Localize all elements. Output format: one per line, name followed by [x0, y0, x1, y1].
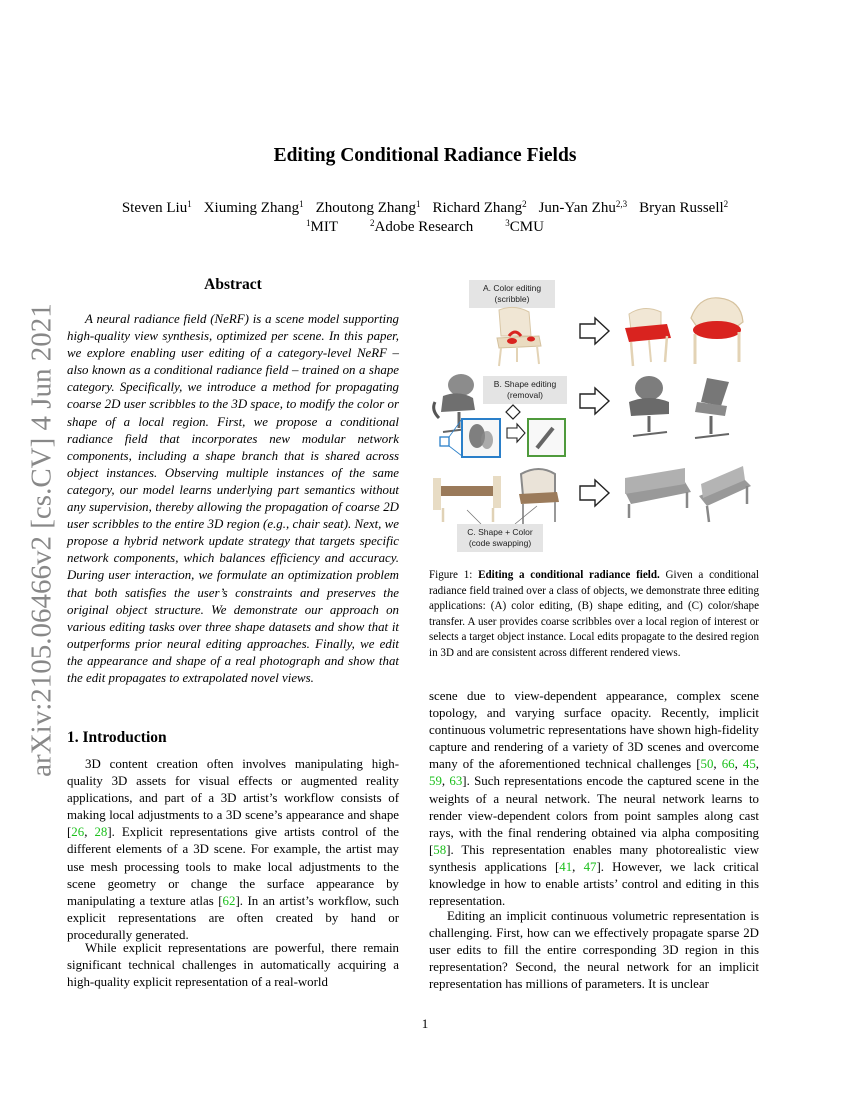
affiliation — [370, 219, 473, 235]
caption-bold: Editing a conditional radiance field. — [478, 569, 660, 581]
text-run: , — [441, 774, 450, 789]
text-run: ]. Explicit representations give artists control of the different elements of a 3D scene. For example, the artist may use mesh processing tools to make local adjustments to the scene geometry or change the surface appearance by manipulating a texture atlas [ — [67, 825, 399, 908]
label-b-box — [483, 376, 567, 404]
author — [122, 200, 192, 216]
citation-link[interactable]: 66 — [721, 757, 735, 772]
author-affiliation-mark: 2 — [522, 199, 527, 209]
author-name: Jun-Yan Zhu — [538, 200, 616, 216]
author-name: Steven Liu — [121, 200, 188, 216]
text-run: , — [572, 859, 584, 874]
affiliation-name: Adobe Research — [374, 219, 474, 235]
citation-link[interactable]: 58 — [433, 842, 447, 857]
caption-label: Figure 1: — [429, 569, 473, 581]
label-c-box — [457, 524, 543, 552]
section-heading-introduction: 1. Introduction — [67, 729, 167, 746]
author-name: Xiuming Zhang — [203, 200, 300, 216]
text-run: 3D content creation often involves manipulating high-quality 3D assets for visual effects or augmented reality applications, and part of a 3D artist’s workflow consists of making local adjustments to a 3D scene’s appearance and shape [ — [67, 757, 399, 840]
affiliation — [306, 219, 338, 235]
citation-link[interactable]: 59 — [429, 774, 442, 789]
author-affiliation-mark: 2,3 — [615, 199, 628, 209]
label-c-line1: C. Shape + Color — [467, 527, 533, 537]
text-run: scene due to view-dependent appearance, complex scene topology, and varying surface opacity. Recently, implicit continuous volumetric representations have shown high-fidelity capture and rendering of a variety of 3D scenes and overcome many of the aforementioned technical challenges [ — [429, 689, 759, 772]
text-run: ]. Such representations encode the captured scene in the weights of a neural network. The neural network learns to render view-dependent colors from point samples along cast rays, with the final rendering obtained via alpha compositing [ — [429, 774, 759, 857]
author-affiliation-mark: 1 — [187, 199, 192, 209]
abstract-heading: Abstract — [204, 276, 262, 293]
label-b-line1: B. Shape editing — [493, 379, 557, 389]
right-paragraph-1 — [429, 688, 759, 910]
text-run: , — [84, 825, 95, 840]
affiliation-list — [0, 219, 850, 236]
text-run: , — [713, 757, 722, 772]
affiliation-mark: 1 — [306, 218, 311, 228]
citation-link[interactable]: 45 — [742, 757, 756, 772]
citation-link[interactable]: 41 — [559, 859, 573, 874]
citation-link[interactable]: 47 — [583, 859, 597, 874]
page-number: 1 — [421, 1016, 429, 1031]
text-run: ]. This representation enables many photorealistic view synthesis applications [ — [429, 842, 759, 874]
author-name: Richard Zhang — [432, 200, 523, 216]
author-list — [0, 200, 850, 217]
author-affiliation-mark: 1 — [299, 199, 304, 209]
text-run: ]. In an artist’s workflow, such explicit representations are often created by hand or procedurally generated. — [67, 893, 399, 942]
text-run: ]. However, we lack critical knowledge in how to enable artists’ control and editing in this representation. — [429, 859, 759, 909]
author — [204, 200, 304, 216]
label-a-line2: (scribble) — [494, 294, 530, 304]
citation-link[interactable]: 28 — [94, 825, 108, 840]
author-name: Bryan Russell — [639, 200, 724, 216]
label-a-line1: A. Color editing — [482, 283, 542, 293]
author-affiliation-mark: 1 — [416, 199, 421, 209]
label-b-line2: (removal) — [507, 390, 543, 400]
author — [316, 200, 421, 216]
affiliation-mark: 3 — [505, 218, 510, 228]
citation-link[interactable]: 62 — [222, 893, 236, 908]
citation-link[interactable]: 50 — [700, 757, 714, 772]
author — [539, 200, 627, 216]
figure-1-caption — [429, 568, 759, 662]
author — [433, 200, 527, 216]
right-paragraph-2: Editing an implicit continuous volumetric representation is challenging. First, how can we effectively propagate sparse 2D user edits to fill the entire corresponding 3D region in this representation? Second, the neural network for an implicit representation has millions of parameters. It is unclear — [429, 909, 759, 992]
affiliation-name: CMU — [509, 219, 544, 235]
author-name: Zhoutong Zhang — [315, 200, 417, 216]
abstract-text: A neural radiance field (NeRF) is a scene model supporting high-quality view synthesis, optimized per scene. In this paper, we explore enabling user editing of a category-level NeRF – also known as a conditional radiance field – trained on a shape category. Specifically, we introduce a method for propagating coarse 2D user scribbles to the 3D space, to modify the color or shape of a local region. First, we propose a conditional radiance field that incorporates new modular network components, including a shape branch that is shared across object instances. Observing multiple instances of the same category, our model learns underlying part semantics without any supervision, thereby allowing the propagation of coarse 2D user scribbles to the entire 3D region (e.g., chair seat). Next, we propose a hybrid network update strategy that targets specific network components, which balances efficiency and accuracy. During user interaction, we formulate an optimization problem that both satisfies the user’s constraints and preserves the original object structure. We demonstrate our approach on various editing tasks over three shape datasets and show that it outperforms prior neural editing approaches. Finally, we edit the appearance and shape of a real photograph and show that the edit propagates to extrapolated novel views. — [67, 312, 399, 685]
affiliation — [505, 219, 544, 235]
intro-paragraph-1 — [67, 756, 399, 944]
paper-title: Editing Conditional Radiance Fields — [273, 145, 577, 166]
arxiv-identifier: arXiv:2105.06466v2 [cs.CV] 4 Jun 2021 — [25, 303, 58, 777]
label-a-box — [469, 280, 555, 308]
arxiv-sidebar — [22, 300, 62, 780]
figure-1 — [429, 278, 759, 560]
citation-link[interactable]: 26 — [71, 825, 85, 840]
affiliation-mark: 2 — [370, 218, 375, 228]
text-run: , — [755, 757, 759, 772]
affiliation-name: MIT — [310, 219, 339, 235]
author-affiliation-mark: 2 — [723, 199, 729, 209]
intro-paragraph-2: While explicit representations are powerful, there remain significant technical challenges in automatically acquiring a high-quality explicit representation of a real-world — [67, 941, 399, 990]
author — [639, 200, 728, 216]
text-run: , — [734, 757, 743, 772]
label-c-line2: (code swapping) — [468, 538, 532, 548]
caption-text: Given a conditional radiance field trained over a class of objects, we demonstrate three editing applications: (A) color editing, (B) shape editing, and (C) color/shape transfer. A user provides coarse scribbles over a local region of interest or selects a target object instance. Local edits propagate to the desired region in 3D and are consistent across different rendered views. — [429, 569, 759, 659]
citation-link[interactable]: 63 — [449, 774, 463, 789]
